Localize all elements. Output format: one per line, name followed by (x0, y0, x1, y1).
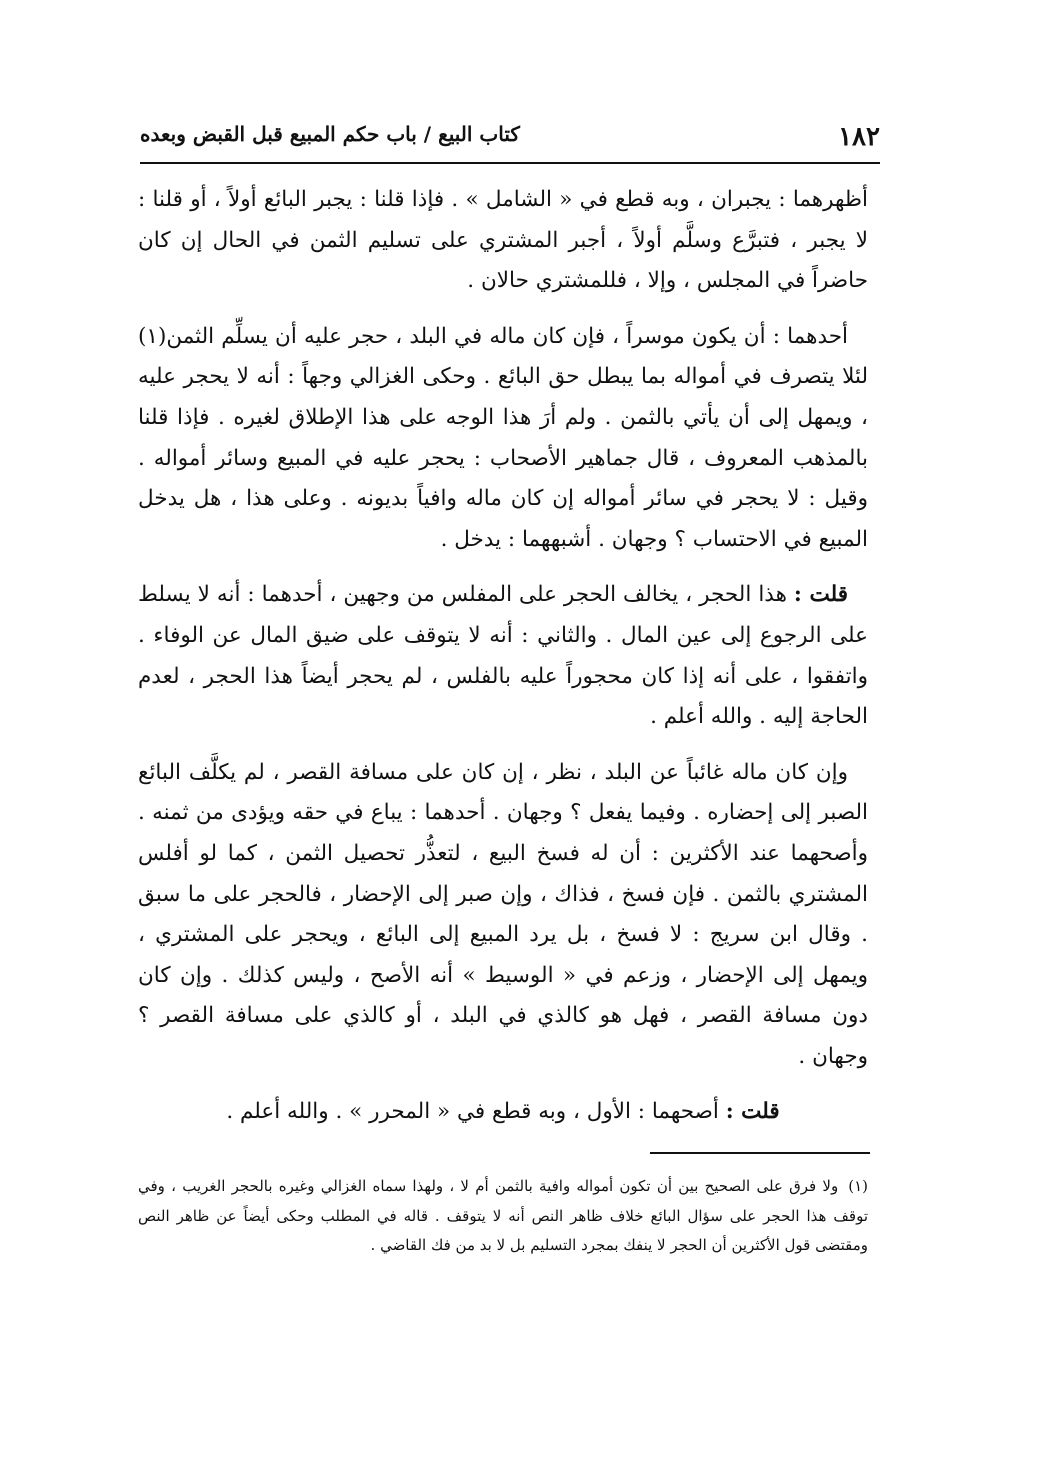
main-text (138, 180, 868, 1148)
paragraph (138, 753, 868, 1078)
paragraph (138, 180, 868, 302)
paragraph (138, 575, 868, 737)
paragraph-text: أظهرهما : يجبران ، وبه قطع في « الشامل » . فإذا قلنا : يجبر البائع أولاً ، أو قلنا : لا يجبر ، فتبرَّع وسلَّم أولاً ، أجبر المشتري على تسليم الثمن في الحال إن كان حاضراً في المجلس ، وإلا ، فللمشتري حالان . (138, 187, 868, 294)
header-rule (140, 162, 880, 164)
paragraph-text: أحدهما : أن يكون موسراً ، فإن كان ماله في البلد ، حجر عليه أن يسلِّم الثمن(١) لئلا يتصرف في أمواله بما يبطل حق البائع . وحكى الغزالي وجهاً : أنه لا يحجر عليه ، ويمهل إلى أن يأتي بالثمن . ولم أرَ هذا الوجه على هذا الإطلاق لغيره . فإذا قلنا بالمذهب المعروف ، قال جماهير الأصحاب : يحجر عليه في المبيع وسائر أمواله . وقيل : لا يحجر في سائر أمواله إن كان ماله وافياً بديونه . وعلى هذا ، هل يدخل المبيع في الاحتساب ؟ وجهان . أشبههما : يدخل . (138, 323, 868, 552)
running-title: كتاب البيع / باب حكم المبيع قبل القبض وبعده (140, 122, 520, 146)
paragraph-text: وإن كان ماله غائباً عن البلد ، نظر ، إن كان على مسافة القصر ، لم يكلَّف البائع الصبر إلى إحضاره . وفيما يفعل ؟ وجهان . أحدهما : يباع في حقه ويؤدى من ثمنه . وأصحهما عند الأكثرين : أن له فسخ البيع ، لتعذُّر تحصيل الثمن ، كما لو أفلس المشتري بالثمن . فإن فسخ ، فذاك ، وإن صبر إلى الإحضار ، فالحجر على ما سبق . وقال ابن سريج : لا فسخ ، بل يرد المبيع إلى البائع ، ويحجر على المشتري ، ويمهل إلى الإحضار ، وزعم في « الوسيط » أنه الأصح ، وليس كذلك . وإن كان دون مسافة القصر ، فهل هو كالذي في البلد ، أو كالذي على مسافة القصر ؟ وجهان . (138, 759, 868, 1069)
paragraph (138, 317, 868, 561)
footnote-rule (650, 1152, 870, 1154)
page-header (140, 118, 880, 158)
paragraph-text: أصحهما : الأول ، وبه قطع في « المحرر » . والله أعلم . (226, 1099, 726, 1125)
footnote (138, 1172, 868, 1261)
paragraph (138, 1092, 868, 1133)
paragraph-lead: قلت : (725, 1099, 780, 1125)
footnotes (138, 1172, 868, 1261)
footnote-marker: (١) (848, 1177, 868, 1195)
footnote-text: ولا فرق على الصحيح بين أن تكون أمواله وافية بالثمن أم لا ، ولهذا سماه الغزالي وغيره بالحجر الغريب ، وفي توقف هذا الحجر على سؤال البائع خلاف ظاهر النص أنه لا يتوقف . قاله في المطلب وحكى أيضاً عن ظاهر النص ومقتضى قول الأكثرين أن الحجر لا ينفك بمجرد التسليم بل لا بد من فك القاضي . (138, 1177, 868, 1254)
paragraph-text: هذا الحجر ، يخالف الحجر على المفلس من وجهين ، أحدهما : أنه لا يسلط على الرجوع إلى عين المال . والثاني : أنه لا يتوقف على ضيق المال عن الوفاء . واتفقوا ، على أنه إذا كان محجوراً عليه بالفلس ، لم يحجر أيضاً هذا الحجر ، لعدم الحاجة إليه . والله أعلم . (138, 582, 868, 730)
page-number: ١٨٢ (838, 122, 880, 152)
paragraph-lead: قلت : (793, 582, 848, 608)
